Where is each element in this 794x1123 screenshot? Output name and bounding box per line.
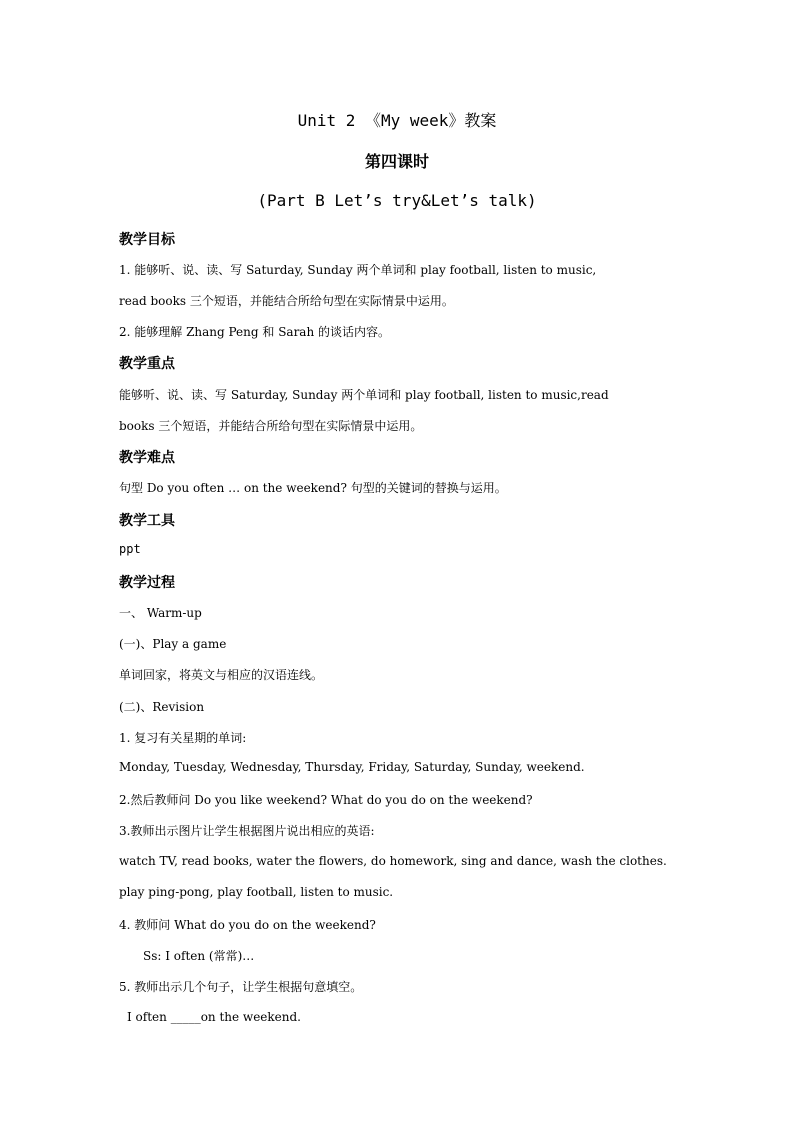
key-points-heading: 教学重点 <box>119 356 175 372</box>
key-points-line-2: books 三个短语，并能结合所给句型在实际情景中运用。 <box>119 419 423 433</box>
process-sub-1-desc: 单词回家，将英文与相应的汉语连线。 <box>119 668 324 682</box>
revision-4: 4. 教师问 What do you do on the weekend? <box>119 918 376 932</box>
lesson-number: 第四课时 <box>364 152 429 171</box>
revision-3-line-1: watch TV, read books, water the flowers, do homework, sing and dance, wash the clothes. <box>119 854 667 868</box>
process-step-1: 一、 Warm-up <box>119 606 202 620</box>
revision-3-line-2: play ping-pong, play football, listen to music. <box>119 885 394 899</box>
difficulties-line-1: 句型 Do you often … on the weekend? 句型的关键词的替换与运用。 <box>119 481 507 495</box>
objective-2: 2. 能够理解 Zhang Peng 和 Sarah 的谈话内容。 <box>119 325 391 339</box>
tools-line-1: ppt <box>119 542 141 556</box>
objective-1-line-2: read books 三个短语，并能结合所给句型在实际情景中运用。 <box>119 294 454 308</box>
revision-5-sentence: I often _____on the weekend. <box>127 1010 301 1024</box>
difficulties-heading: 教学难点 <box>119 450 175 466</box>
revision-4-answer: Ss: I often (常常)… <box>143 949 255 963</box>
revision-5: 5. 教师出示几个句子，让学生根据句意填空。 <box>119 980 363 994</box>
process-heading: 教学过程 <box>119 575 175 591</box>
tools-heading: 教学工具 <box>119 513 175 529</box>
revision-1: 1. 复习有关星期的单词: <box>119 731 247 745</box>
objective-1-line-1: 1. 能够听、说、读、写 Saturday, Sunday 两个单词和 play football, listen to music, <box>119 263 597 277</box>
key-points-line-1: 能够听、说、读、写 Saturday, Sunday 两个单词和 play football, listen to music,read <box>119 388 609 402</box>
process-sub-2: (二)、Revision <box>119 700 205 714</box>
process-sub-1: (一)、Play a game <box>119 637 227 651</box>
objectives-heading: 教学目标 <box>119 232 175 248</box>
revision-2: 2.然后教师问 Do you like weekend? What do you do on the weekend? <box>119 793 533 807</box>
document-title: Unit 2 《My week》教案 <box>297 111 497 130</box>
revision-3: 3.教师出示图片让学生根据图片说出相应的英语: <box>119 824 375 838</box>
lesson-part: (Part B Let’s try&Let’s talk) <box>257 191 537 210</box>
revision-1-words: Monday, Tuesday, Wednesday, Thursday, Friday, Saturday, Sunday, weekend. <box>119 760 585 774</box>
